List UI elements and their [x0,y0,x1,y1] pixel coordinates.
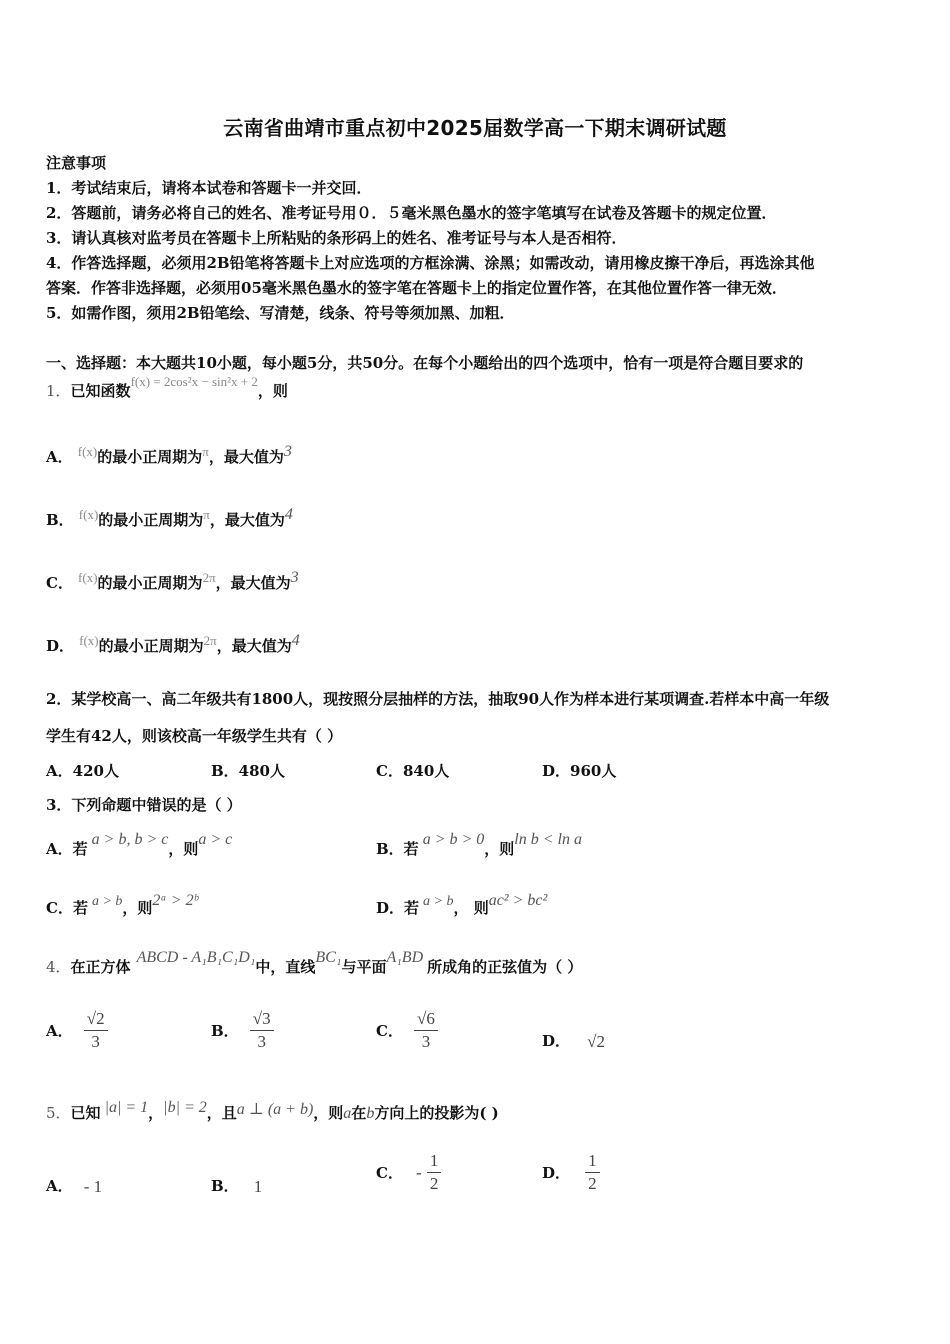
option-b[interactable]: B． 1 [211,1176,263,1196]
option-a[interactable]: A． $^{f(x)}$的最小正周期为$^\pi$，最大值为3 [46,443,292,466]
option-b[interactable]: B． $^{f(x)}$的最小正周期为$^\pi$，最大值为4 [46,506,293,529]
option-a[interactable]: A．若a > b, b > c，则a > c [46,831,233,858]
option-c[interactable]: C．若 a > b，则2ᵃ > 2ᵇ [46,892,198,917]
question-4: 4．在正方体ABCD - A₁B₁C₁D₁中，直线BC₁与平面A₁BD所成角的正弦值为（ ） [46,949,583,976]
question-3-stem: 3．下列命题中错误的是（ ） [46,796,242,814]
question-2-line2: 学生有42人，则该校高一年级学生共有（ ） [46,727,343,745]
notice-item: 4．作答选择题，必须用2B铅笔将答题卡上对应选项的方框涂满、涂黑；如需改动，请用橡皮擦干净后，再选涂其他 [46,254,815,272]
notice-item: 5．如需作图，须用2B铅笔绘、写清楚，线条、符号等须加黑、加粗． [46,304,515,322]
notice-heading: 注意事项 [46,154,107,172]
option-d[interactable]: D． √2 [542,1031,605,1051]
option-b[interactable]: B．480人 [211,762,285,780]
section-heading: 一、选择题：本大题共10小题，每小题5分，共50分。在每个小题给出的四个选项中，恰有一项是符合题目要求的 [46,354,804,372]
option-d[interactable]: D． $\frac{1}{2}$ [542,1150,600,1195]
option-a[interactable]: A． - 1 [46,1176,103,1196]
option-a[interactable]: A．420人 [46,762,119,780]
option-a[interactable]: A． $\frac{√2}{3}$ [46,1008,108,1053]
question-1: 1．已知函数$^{f(x) = 2cos^2x - sin^2x + 2}$，则 [46,374,288,400]
notice-item: 3．请认真核对监考员在答题卡上所粘贴的条形码上的姓名、准考证号与本人是否相符． [46,229,627,247]
option-b[interactable]: B． $\frac{√3}{3}$ [211,1008,274,1053]
option-d[interactable]: D．若 a > b， 则ac² > bc² [376,892,548,917]
option-c[interactable]: C．840人 [376,762,450,780]
option-c[interactable]: C． - $\frac{1}{2}$ [376,1150,441,1195]
question-number: 1． [46,382,71,400]
question-2-line1: 2．某学校高一、高二年级共有1800人，现按照分层抽样的方法，抽取90人作为样本进行某项调查.若样本中高一年级 [46,690,830,708]
option-d[interactable]: D． $^{f(x)}$的最小正周期为$^{2\pi}$，最大值为4 [46,632,300,655]
option-b[interactable]: B．若a > b > 0，则ln b < ln a [376,831,582,858]
formula: f(x) = 2cos²x − sin²x + 2 [130,374,258,389]
notice-item: 2．答题前，请务必将自己的姓名、准考证号用０．５毫米黑色墨水的签字笔填写在试卷及答题卡的规定位置． [46,204,777,222]
notice-item: 答案．作答非选择题，必须用05毫米黑色墨水的签字笔在答题卡上的指定位置作答，在其他位置作答一律无效． [46,279,787,297]
question-5: 5．已知 |a| = 1，|b| = 2，且a ⊥ (a + b)，则a在b方向上的投影为( ) [46,1099,499,1122]
option-c[interactable]: C． $^{f(x)}$的最小正周期为$^{2\pi}$，最大值为3 [46,569,299,592]
notice-item: 1．考试结束后，请将本试卷和答题卡一并交回． [46,179,372,197]
option-d[interactable]: D．960人 [542,762,617,780]
page-title: 云南省曲靖市重点初中2025届数学高一下期末调研试题 [223,116,727,140]
option-c[interactable]: C． $\frac{√6}{3}$ [376,1008,438,1053]
